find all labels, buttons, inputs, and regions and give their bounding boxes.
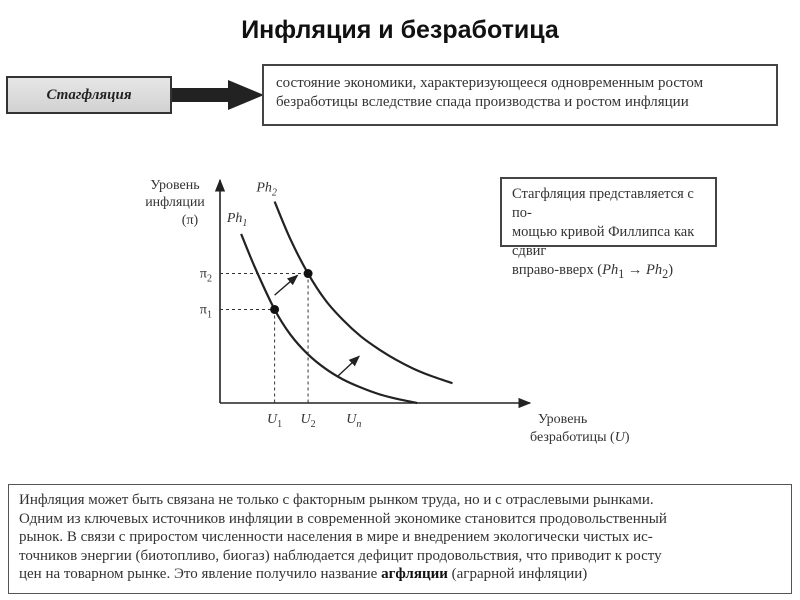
phillips-curve-line [241, 234, 417, 403]
info-line: цен на товарном рынке. Это явление получило название агфляции (аграрной инфляции) [19, 566, 588, 582]
info-line: рынок. В связи с приростом численности населения в мире и внедрением экологически чистых ис- [19, 529, 653, 545]
y-axis-label [145, 178, 205, 228]
note-from-curve: Ph [602, 262, 619, 278]
x-axis-label-line: безработицы (U) [530, 430, 630, 445]
y-tick-label: $\pi_1$ [199, 302, 212, 321]
x-tick-label: $U_1$ [267, 412, 283, 430]
note-line: мощью кривой Филлипса как сдвиг [512, 224, 695, 259]
phillips-curve-line [275, 202, 453, 384]
note-line: Стагфляция представляется с по- [512, 186, 694, 221]
note-to-curve: Ph [646, 262, 663, 278]
x-axis-label-line: Уровень [538, 412, 588, 427]
shift-arrow [338, 356, 359, 376]
info-line: точников энергии (биотопливо, биогаз) наблюдается дефицит продовольствия, что приводит к росту [19, 547, 662, 564]
y-tick-label: $\pi_2$ [199, 266, 212, 285]
info-box [8, 484, 792, 594]
agflation-term: агфляции [381, 566, 448, 582]
info-line: Одним из ключевых источников инфляции в современной экономике становится продовольственный [19, 510, 667, 527]
term-label: Стагфляция [46, 86, 132, 103]
definition-box [262, 64, 778, 126]
info-line: Инфляция может быть связана не только с факторным рынком труда, но и с отраслевыми рынками. [19, 492, 654, 508]
y-axis-label-line: Уровень [150, 178, 200, 193]
right-arrow-icon [172, 80, 264, 110]
page-title: Инфляция и безработица [241, 16, 559, 44]
phillips-curve-chart [0, 160, 800, 460]
equilibrium-point [304, 269, 313, 278]
term-box [6, 76, 172, 114]
curve-label: $Ph_1$ [226, 210, 248, 229]
natural-rate-label: $U_n$ [346, 412, 362, 430]
curve-label: $Ph_2$ [256, 180, 277, 199]
note-line: вправо-вверх $(Ph_1 \to Ph_2)$ [512, 262, 674, 281]
shift-arrow [275, 275, 298, 295]
definition-line: безработицы вследствие спада производства и ростом инфляции [276, 94, 689, 110]
y-axis-label-line: инфляции [145, 195, 205, 210]
x-tick-label: $U_2$ [300, 412, 316, 430]
x-axis-label [530, 412, 630, 445]
definition-line: состояние экономики, характеризующееся одновременным ростом [276, 75, 704, 91]
equilibrium-point [270, 305, 279, 314]
y-axis-label-line: (π) [181, 213, 199, 228]
